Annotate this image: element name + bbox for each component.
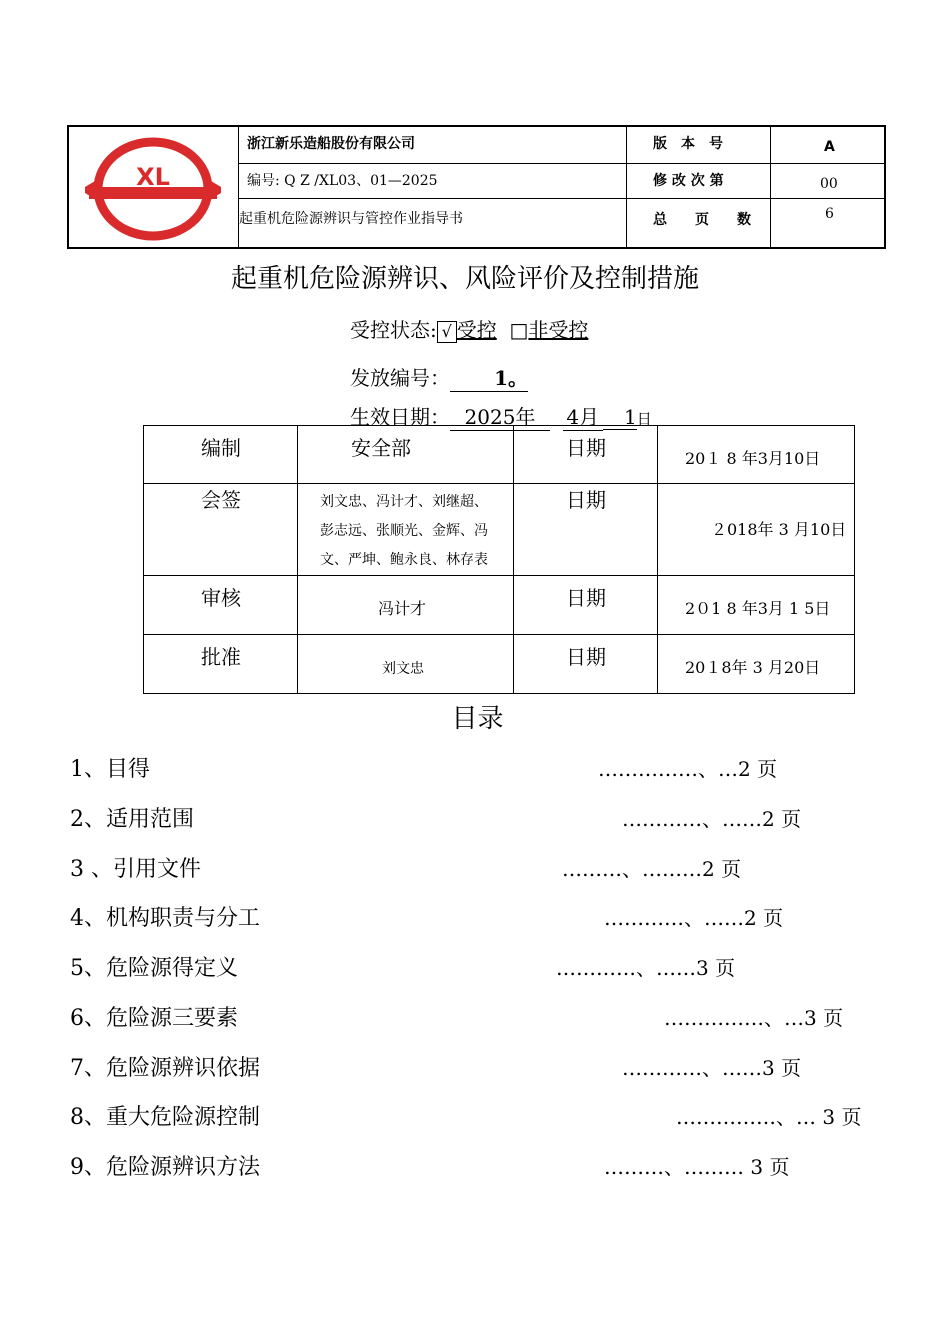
uncontrolled-checkbox: □: [509, 318, 529, 342]
controlled-checkbox: √: [437, 321, 457, 343]
approval-row: [144, 484, 855, 576]
issue-value: 1。: [450, 362, 528, 392]
toc-item[interactable]: 2、适用范围: [70, 807, 194, 832]
effective-day-unit: 日: [636, 410, 652, 428]
version-label: 版 本 号: [653, 136, 723, 152]
toc-page-ref: ……………、… 3 页: [676, 1105, 862, 1129]
role-cell: 编制: [201, 436, 241, 460]
controlled-label: 受控: [456, 318, 497, 342]
role-cell: 会签: [201, 488, 241, 512]
toc-page-ref: ……………、…2 页: [598, 757, 778, 781]
toc-item[interactable]: 7、危险源辨识依据: [70, 1056, 260, 1081]
date-cell: 2０1 8 年3月 1 5日: [685, 599, 831, 618]
toc-page-ref: ………、……… 3 页: [604, 1155, 790, 1179]
company-logo: [83, 137, 223, 241]
uncontrolled-label: 非受控: [528, 318, 589, 342]
revision-value: 00: [820, 176, 838, 192]
approval-row: [144, 635, 855, 694]
approval-row: [144, 426, 855, 484]
approval-row: [144, 576, 855, 635]
control-status-label: 受控状态:: [350, 318, 437, 342]
control-status: [350, 314, 588, 343]
document-title: 起重机危险源辨识与管控作业指导书: [239, 211, 463, 227]
toc-page-ref: …………、……3 页: [622, 1056, 802, 1080]
toc-page-ref: …………、……2 页: [604, 906, 784, 930]
toc-title: 目录: [451, 704, 504, 734]
role-cell: 审核: [201, 586, 241, 610]
toc-item[interactable]: 5、危险源得定义: [70, 956, 238, 981]
toc-item[interactable]: 8、重大危险源控制: [70, 1105, 260, 1130]
date-label-cell: 日期: [566, 436, 606, 460]
date-label-cell: 日期: [566, 586, 606, 610]
toc-item[interactable]: 4、机构职责与分工: [70, 906, 260, 931]
toc-item[interactable]: 9、危险源辨识方法: [70, 1155, 260, 1180]
svg-text:XL: XL: [136, 163, 170, 191]
pages-label: 总 页 数: [653, 212, 751, 228]
toc-page-ref: ……………、…3 页: [664, 1006, 844, 1030]
issue-label: 发放编号：: [350, 366, 450, 390]
approval-table: [143, 425, 855, 694]
person-cell: 安全部: [351, 436, 411, 460]
toc-item[interactable]: 6、危险源三要素: [70, 1006, 238, 1031]
revision-label: 修 改 次 第: [653, 173, 724, 189]
effective-month: 4月: [563, 401, 603, 431]
signer-line: 彭志远、张顺光、金辉、冯: [320, 523, 488, 539]
page-title: 起重机危险源辨识、风险评价及控制措施: [230, 264, 699, 294]
effective-day: 1: [603, 405, 637, 430]
effective-year: 2025年: [450, 401, 550, 431]
company-name: 浙江新乐造船股份有限公司: [247, 136, 415, 152]
document-code: 编号: Q Z /XL03、01—2025: [247, 173, 438, 189]
toc-page-ref: …………、……2 页: [622, 807, 802, 831]
version-value: A: [824, 139, 835, 155]
header-table: [67, 125, 886, 249]
toc-item[interactable]: 3 、引用文件: [70, 857, 201, 882]
date-label-cell: 日期: [566, 645, 606, 669]
role-cell: 批准: [201, 645, 241, 669]
toc-item[interactable]: 1、目得: [70, 757, 150, 782]
pages-value: 6: [825, 206, 834, 222]
effective-label: 生效日期：: [350, 405, 450, 429]
date-cell: 20１8年 3 月20日: [685, 658, 821, 677]
person-cell: 刘文忠: [382, 661, 424, 677]
date-label-cell: 日期: [566, 488, 606, 512]
signer-line: 文、严坤、鲍永良、林存表: [320, 552, 488, 568]
person-cell: [320, 488, 513, 575]
toc-page-ref: …………、……3 页: [556, 956, 736, 980]
issue-number: [350, 362, 528, 392]
toc-page-ref: ………、………2 页: [562, 857, 742, 881]
date-cell: ２018年 3 月10日: [711, 520, 847, 539]
signer-line: 刘文忠、冯计才、刘继超、: [320, 494, 488, 510]
date-cell: 20１ 8 年3月10日: [685, 449, 821, 468]
person-cell: 冯计才: [378, 599, 427, 618]
